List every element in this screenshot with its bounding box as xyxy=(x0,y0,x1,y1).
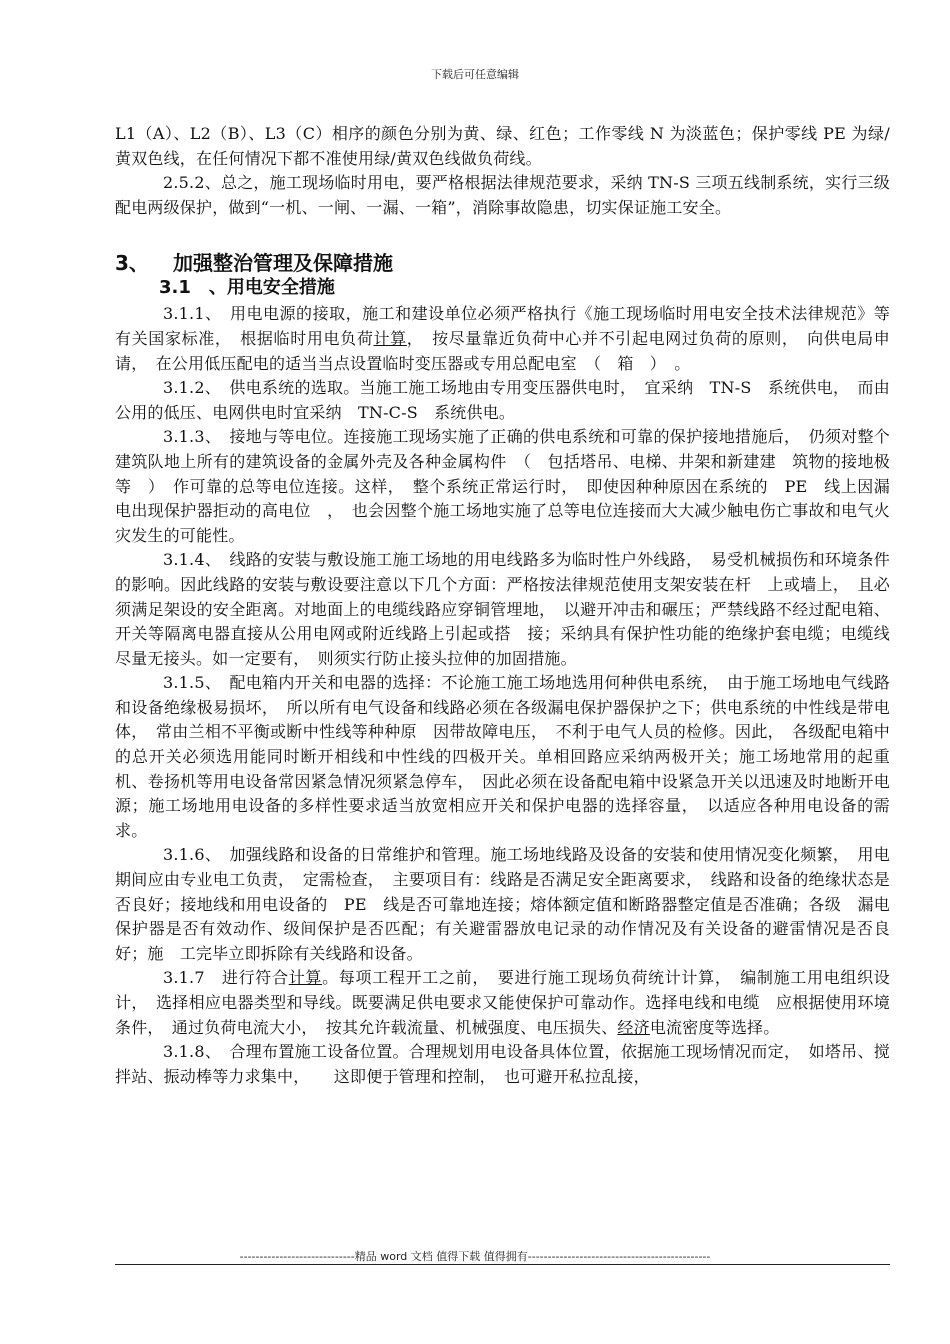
paragraph-3-1-7 xyxy=(115,966,890,1040)
paragraph-3-1-1-text-a: 3.1.1、 用电电源的接取，施工和建设单位必须严格执行《施工现场临时用电安全技术法律规范》等有关国家标准， 根据临时用电负荷 xyxy=(115,304,890,348)
economy-link[interactable]: 经济 xyxy=(617,1017,650,1037)
calc-link[interactable]: 计算 xyxy=(288,968,323,988)
section-heading-3 xyxy=(115,250,890,276)
subsection-heading-3-1: 3.1 、用电安全措施 xyxy=(159,277,335,299)
paragraph-3-1-7-text-a: 3.1.7 进行符合 xyxy=(163,968,289,988)
paragraph-3-1-5: 3.1.5、 配电箱内开关和电器的选择：不论施工施工场地选用何种供电系统， 由于施工场地电气线路和设备绝缘极易损坏， 所以所有电气设备和线路必须在各级漏电保护器保护之下；供电系统的中性线是带电体， 常由兰相不平衡或断中性线等种种原 因带故障电压， 不利于电气人员的检修。因此， 各级配电箱中的总开关必须选用能同时断开相线和中性线的四极开关。单相回路应采纳两极开关；施工场地常用的起重机、卷扬机等用电设备常因紧急情况须紧急停车， 因此必须在设备配电箱中设紧急开关以迅速及时地断开电源；施工场地用电设备的多样性要求适当放宽相应开关和保护电器的选择容量， 以适应各种用电设备的需求。 xyxy=(115,673,890,840)
paragraph-3-1-4: 3.1.4、 线路的安装与敷设施工施工场地的用电线路多为临时性户外线路， 易受机械损伤和环境条件的影响。因此线路的安装与敷设要注意以下几个方面：严格按法律规范使用支架安装在杆 上或墙上， 且必须满足架设的安全距离。对地面上的电缆线路应穿铜管埋地， 以避开冲击和碾压；严禁线路不经过配电箱、开关等隔离电器直接从公用电网或附近线路上引起或搭 接；采纳具有保护性功能的绝缘护套电缆；电缆线尽量无接头。如一定要有， 则须实行防止接头拉伸的加固措施。 xyxy=(115,550,890,668)
paragraph-3-1-2: 3.1.2、 供电系统的选取。当施工施工场地由专用变压器供电时， 宜采纳 TN-S 系统供电， 而由公用的低压、电网供电时宜采纳 TN-C-S 系统供电。 xyxy=(115,378,890,422)
paragraph-3-1-1-text-b: ， 按尽量靠近负荷中心并不引起电网过负荷的原则， 向供电局申请， 在公用低压配电的适当当点设置临时变压器或专用总配电室 （ 箱 ） 。 xyxy=(115,328,890,373)
paragraph-2-5-2: 2.5.2、总之，施工现场临时用电，要严格根据法律规范要求，采纳 TN-S 三项五线制系统，实行三级配电两级保护，做到“一机、一闸、一漏、一箱”，消除事故隐患，切实保证施工安全。 xyxy=(115,173,890,217)
page-header: 下载后可任意编辑 xyxy=(431,68,519,81)
page-footer: -----------------------------精品 word 文档 值得下载 值得拥有---------------------------------------------- xyxy=(239,1250,711,1263)
document-body xyxy=(115,122,890,1089)
paragraph-3-1-7-text-c: 电流密度等选择。 xyxy=(649,1017,780,1037)
section-title: 加强整治管理及保障措施 xyxy=(173,251,393,276)
paragraph-3-1-6: 3.1.6、 加强线路和设备的日常维护和管理。施工场地线路及设备的安装和使用情况变化频繁， 用电期间应由专业电工负责， 定需检查， 主要项目有：线路是否满足安全距离要求， 线路和设备的绝缘状态是否良好；接地线和用电设备的 PE 线是否可靠地连接；熔体额定值和断路器整定值是否准确；各级 漏电保护器是否有效动作、级间保护是否匹配；有关避雷器放电记录的动作情况及有关设备的避雷情况是否良好；施 工完毕立即拆除有关线路和设备。 xyxy=(115,845,890,963)
paragraph-phase-colors: L1（A）、L2（B）、L3（C）相序的颜色分别为黄、绿、红色；工作零线 N 为淡蓝色；保护零线 PE 为绿/黄双色线，在任何情况下都不准使用绿/黄双色线做负荷线。 xyxy=(115,124,890,168)
paragraph-3-1-3: 3.1.3、 接地与等电位。连接施工现场实施了正确的供电系统和可靠的保护接地措施后， 仍须对整个建筑队地上所有的建筑设备的金属外壳及各种金属构件 （ 包括塔吊、电梯、井架和新建建 筑物的接地极等 ） 作可靠的总等电位连接。这样， 整个系统正常运行时， 即使因种种原因在系统的 PE 线上因漏电出现保护器拒动的高电位 ， 也会因整个施工场地实施了总等电位连接而大大减少触电伤亡事故和电气火灾发生的可能性。 xyxy=(115,427,890,545)
section-number: 3、 xyxy=(115,251,149,276)
footer-divider xyxy=(115,1264,890,1265)
paragraph-3-1-7-text-b: 。每项工程开工之前， 要进行施工现场负荷统计计算， 编制施工用电组织设计， 选择相应电器类型和导线。既要满足供电要求又能使保护可靠动作。选择电线和电缆 应根据使用环境条件， 通过负荷电流大小， 按其允许载流量、机械强度、电压损失、 xyxy=(115,968,890,1037)
calc-link[interactable]: 计算 xyxy=(373,328,407,348)
paragraph-3-1-8: 3.1.8、 合理布置施工设备位置。合理规划用电设备具体位置，依据施工现场情况而定， 如塔吊、搅拌站、振动棒等力求集中， 这即便于管理和控制， 也可避开私拉乱接， xyxy=(115,1042,890,1086)
paragraph-3-1-1 xyxy=(115,302,890,376)
